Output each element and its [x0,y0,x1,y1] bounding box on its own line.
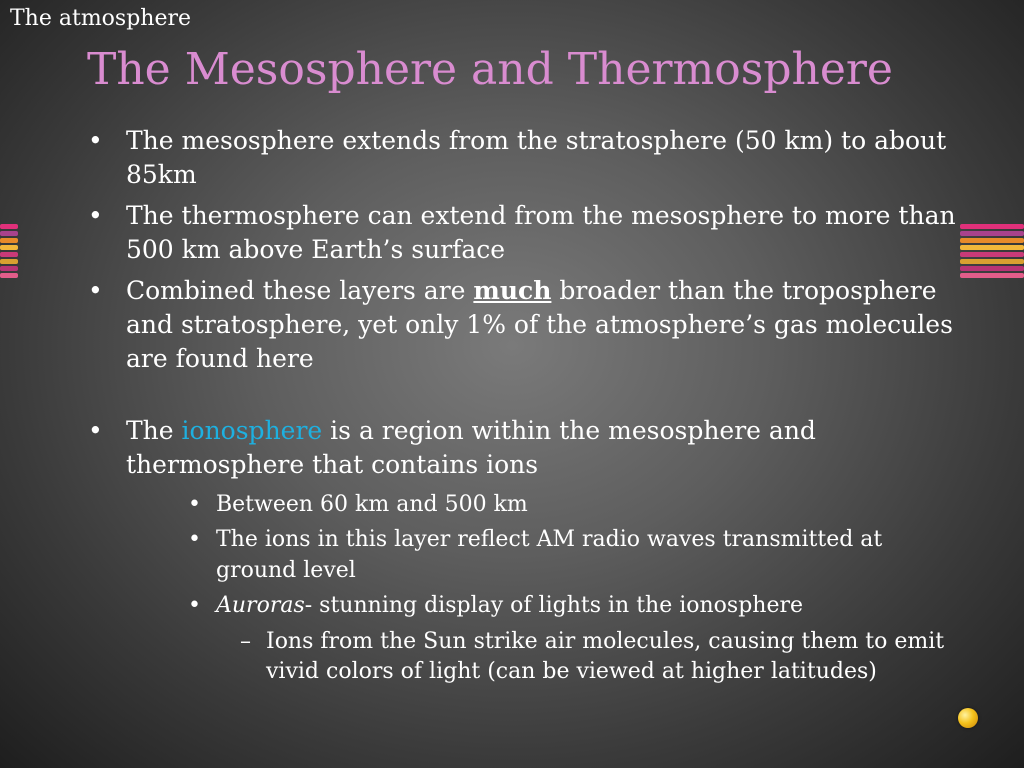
bullet-icon: • [88,276,103,305]
dash-icon: – [240,629,251,654]
sub-bullet-range [188,489,968,520]
bullet-text: The mesosphere extends from the stratosphere (50 km) to about 85km [126,126,947,189]
bullet-text-end: is a region within the mesosphere and thermosphere that contains ions [126,416,816,479]
bullet-icon: • [88,416,103,445]
section-label: The atmosphere [10,6,192,31]
right-stripe-decoration [960,224,1024,280]
bullet-icon: • [88,201,103,230]
slide-title: The Mesosphere and Thermosphere [87,44,893,95]
orb-button-icon[interactable] [958,708,978,728]
sub-bullet-radio [188,524,968,586]
bullet-icon: • [188,492,201,517]
bullet-text-end: broader than the troposphere and stratosphere, yet only 1% of the atmosphere’s gas molecules are found here [126,276,953,373]
bullet-text-start: Combined these layers are [126,276,474,305]
sub-bullet-text: The ions in this layer reflect AM radio waves transmitted at ground level [216,527,883,583]
bullet-icon: • [88,126,103,155]
sub-bullet-auroras [188,590,968,621]
sub-sub-bullet-ions [240,627,946,687]
sub-bullet-text: Between 60 km and 500 km [216,492,528,517]
sub-bullet-text: - stunning display of lights in the ionosphere [304,593,804,618]
bullet-icon: • [188,593,201,618]
slide-content [88,124,968,687]
bullet-thermosphere [88,199,968,267]
auroras-term: Auroras [216,593,305,618]
bullet-combined-layers [88,274,968,376]
sub-sub-bullet-text: Ions from the Sun strike air molecules, causing them to emit vivid colors of light (can be viewed at higher latitudes) [266,629,945,684]
bullet-mesosphere [88,124,968,192]
emphasis-text: much [473,276,552,305]
bullet-icon: • [188,527,201,552]
left-stripe-decoration [0,224,18,280]
bullet-text: The thermosphere can extend from the mesosphere to more than 500 km above Earth’s surface [126,201,956,264]
bullet-ionosphere [88,414,968,482]
ionosphere-highlight: ionosphere [181,416,323,445]
bullet-text-start: The [126,416,182,445]
